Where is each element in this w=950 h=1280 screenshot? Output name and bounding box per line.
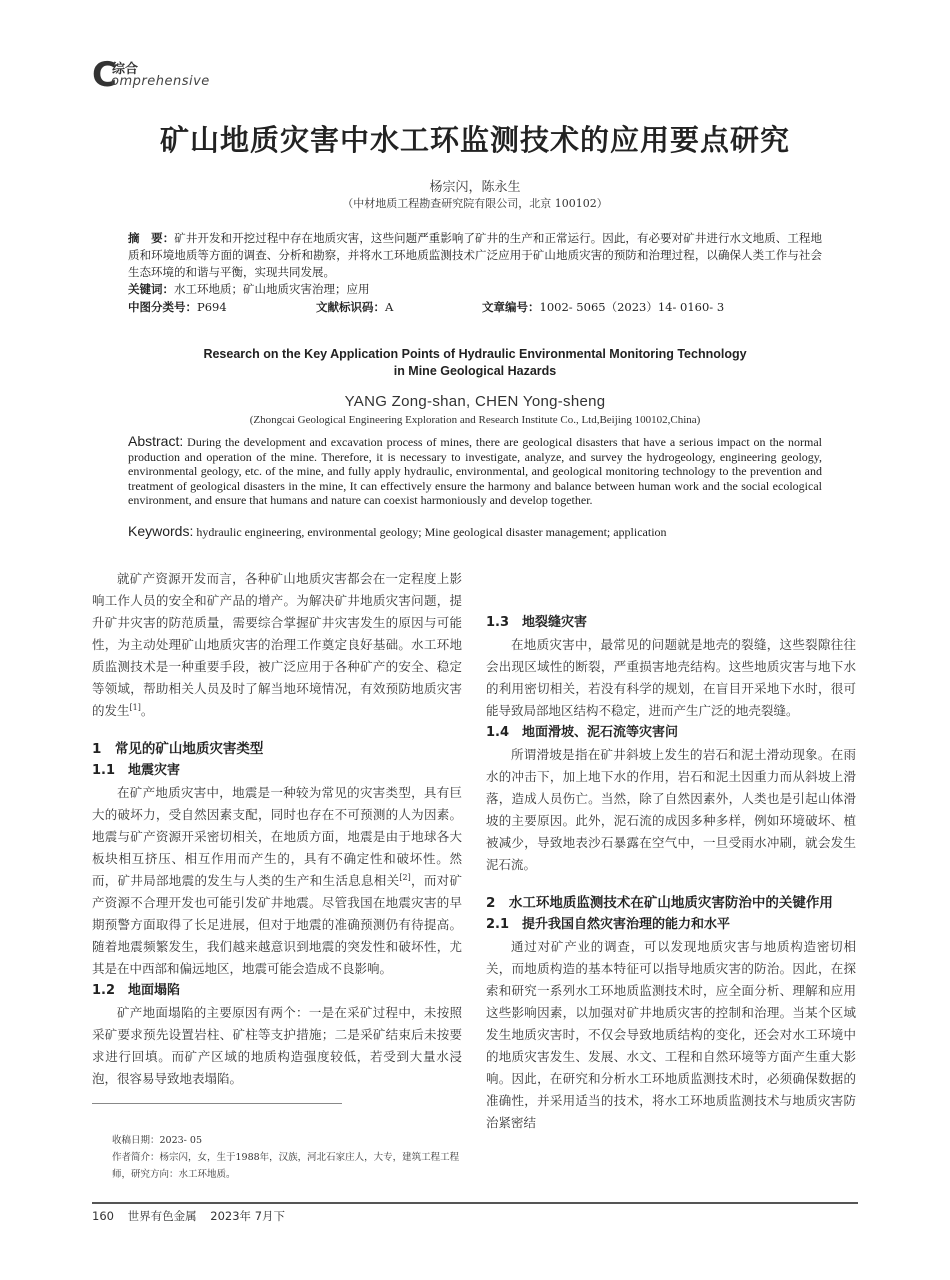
article-number-label: 文章编号： <box>482 300 540 314</box>
intro-paragraph <box>92 568 462 722</box>
paragraph-1-3: 在地质灾害中，最常见的问题就是地壳的裂缝，这些裂隙往往会出现区域性的断裂，严重损害地壳结构。这些地质灾害与地下水的利用密切相关，若没有科学的规划，在盲目开采地下水时，很可能导致局部地区结构不稳定，进而产生广泛的地壳裂缝。 <box>486 637 856 718</box>
paragraph-1-4: 所谓滑坡是指在矿井斜坡上发生的岩石和泥土滑动现象。在雨水的冲击下，加上地下水的作用，岩石和泥土因重力而从斜坡上滑落，造成人员伤亡。当然，除了自然因素外，人类也是引起山体滑坡的主要原因。此外，泥石流的成因多种多样，例如环境破坏、植被减少，导致地表沙石暴露在空气中，一旦受雨水冲刷，就会发生泥石流。 <box>486 747 856 872</box>
article-number-value: 1002- 5065（2023）14- 0160- 3 <box>539 300 725 314</box>
subsection-heading-1-1: 1.1 地震灾害 <box>92 763 181 778</box>
doc-code-label: 文献标识码： <box>316 300 385 314</box>
keywords-cn-label: 关键词： <box>128 282 174 296</box>
doc-code <box>316 299 393 315</box>
clc-label: 中图分类号： <box>128 300 197 314</box>
paper-title-cn: 矿山地质灾害中水工环监测技术的应用要点研究 <box>159 123 790 157</box>
section-name-en: omprehensive <box>111 74 210 89</box>
abstract-cn-label: 摘 要： <box>128 231 175 245</box>
footnotes <box>112 1132 462 1183</box>
affiliation-en: (Zhongcai Geological Engineering Exploration and Research Institute Co., Ltd,Beijing 100102,China) <box>249 414 701 426</box>
article-number <box>482 299 724 315</box>
page-footer <box>92 1208 295 1224</box>
clc-value: P694 <box>197 300 227 314</box>
section-heading-2: 2 水工环地质监测技术在矿山地质灾害防治中的关键作用 <box>486 895 833 911</box>
footer-divider <box>92 1202 858 1204</box>
affiliation-cn: （中材地质工程勘查研究院有限公司，北京 100102） <box>342 197 608 210</box>
doc-code-value: A <box>385 300 394 314</box>
clc-number <box>128 299 227 315</box>
paragraph-2-1: 通过对矿产业的调查，可以发现地质灾害与地质构造密切相关，而地质构造的基本特征可以指导地质灾害的防治。因此，在探索和研究一系列水工环地质监测技术时，应全面分析、理解和应用这些影响因素，以加强对矿井地质灾害的控制和治理。当某个区域发生地质灾害时，不仅会导致地质结构的变化，还会对水工环境中的地质灾害发生、发展、水文、工程和自然环境等方面产生重大影响。因此，在研究和分析水工环地质监测技术时，必须确保数据的准确性，并采用适当的技术，将水工环地质监测技术与地质灾害防治紧密结 <box>486 939 856 1130</box>
footnote-divider <box>92 1103 342 1104</box>
section-heading-1: 1 常见的矿山地质灾害类型 <box>92 741 264 757</box>
subsection-heading-1-3: 1.3 地裂缝灾害 <box>486 615 588 630</box>
citation-1: [1] <box>129 702 141 712</box>
journal-name: 世界有色金属 <box>127 1209 197 1223</box>
page-number: 160 <box>92 1209 114 1223</box>
subsection-heading-1-2: 1.2 地面塌陷 <box>92 983 181 998</box>
keywords-en-label: Keywords: <box>128 523 194 539</box>
paper-title-en-line2: in Mine Geological Hazards <box>393 364 557 378</box>
keywords-en: hydraulic engineering, environmental geology; Mine geological disaster management; application <box>196 525 667 539</box>
keywords-en-row <box>128 523 822 540</box>
abstract-en-text: During the development and excavation process of mines, there are geological disasters that have a serious impact on the normal production and operation of the mine. Therefore, it is necessary to investigate, analyze, and survey the hydrogeology, engineering geology, environmental geology, etc. of the mine, and fully apply hydraulic, environmental, and geological monitoring technology to the prevention and treatment of geological disasters in the mine, It can effectively ensure the harmony and balance between human work and the social ecological environment, and ensure that humans and nature can coexist harmoniously and develop together. <box>128 435 823 508</box>
intro-end: 。 <box>140 703 154 718</box>
body-column-right <box>486 568 856 1134</box>
author-bio: 作者简介：杨宗闪，女，生于1988年，汉族，河北石家庄人，大专，建筑工程工程师，研究方向：水工环地质。 <box>112 1152 460 1180</box>
section-logo-letter: C <box>92 55 117 95</box>
issue-date: 2023年 7月下 <box>210 1209 286 1223</box>
citation-2: [2] <box>399 872 411 882</box>
subsection-heading-1-4: 1.4 地面滑坡、泥石流等灾害问 <box>486 725 679 740</box>
paragraph-1-1-text-b: ，而对矿产资源不合理开发也可能引发矿井地震。尽管我国在地震灾害的早期预警方面取得了长足进展，但对于地震的准确预测仍有待提高。随着地震频繁发生，我们越来越意识到地震的突发性和破坏性，尤其是在中西部和偏远地区，地震可能会造成不良影响。 <box>92 873 462 976</box>
body-column-left <box>92 568 462 1090</box>
paper-title-en <box>0 346 950 380</box>
abstract-cn <box>128 230 822 298</box>
received-date: 收稿日期：2023- 05 <box>112 1135 202 1146</box>
authors-en: YANG Zong-shan, CHEN Yong-sheng <box>344 393 606 410</box>
abstract-en-label: Abstract: <box>128 433 184 449</box>
paragraph-1-2: 矿产地面塌陷的主要原因有两个：一是在采矿过程中，未按照采矿要求预先设置岩柱、矿柱等支护措施；二是采矿结束后未按要求进行回填。而矿产区域的地质构造强度较低，若受到大量水浸泡，很容易导致地表塌陷。 <box>92 1005 462 1086</box>
abstract-cn-text: 矿井开发和开挖过程中存在地质灾害，这些问题严重影响了矿井的生产和正常运行。因此，有必要对矿井进行水文地质、工程地质和环境地质等方面的调查、分析和勘察，并将水工环地质监测技术广泛应用于矿山地质灾害的预防和治理过程，以确保人类工作与社会生态环境的和谐与平衡，实现共同发展。 <box>128 231 823 279</box>
section-logo <box>92 55 292 95</box>
section-name-cn: 综合 <box>112 62 139 77</box>
paragraph-1-1 <box>92 782 462 980</box>
paper-title-en-line1: Research on the Key Application Points of Hydraulic Environmental Monitoring Technology <box>203 347 747 361</box>
intro-text: 就矿产资源开发而言，各种矿山地质灾害都会在一定程度上影响工作人员的安全和矿产品的增产。为解决矿井地质灾害问题，提升矿井灾害的防范质量，需要综合掌握矿井灾害发生的原因与可能性，为主动处理矿山地质灾害的治理工作奠定良好基础。水工环地质监测技术是一种重要手段，被广泛应用于各种矿产的安全、稳定等领域，帮助相关人员及时了解当地环境情况，有效预防地质灾害的发生 <box>92 571 462 718</box>
authors-cn: 杨宗闪，陈永生 <box>429 180 521 195</box>
paragraph-1-1-text-a: 在矿产地质灾害中，地震是一种较为常见的灾害类型，具有巨大的破坏力，受自然因素支配，同时也存在不可预测的人为因素。地震与矿产资源开采密切相关，在地质方面，地震是由于地球各大板块相互挤压、相互作用而产生的，具有不确定性和破坏性。然而，矿井局部地震的发生与人类的生产和生活息息相关 <box>92 785 462 888</box>
keywords-cn: 水工环地质；矿山地质灾害治理；应用 <box>174 282 370 296</box>
subsection-heading-2-1: 2.1 提升我国自然灾害治理的能力和水平 <box>486 917 731 932</box>
abstract-en <box>128 434 822 508</box>
